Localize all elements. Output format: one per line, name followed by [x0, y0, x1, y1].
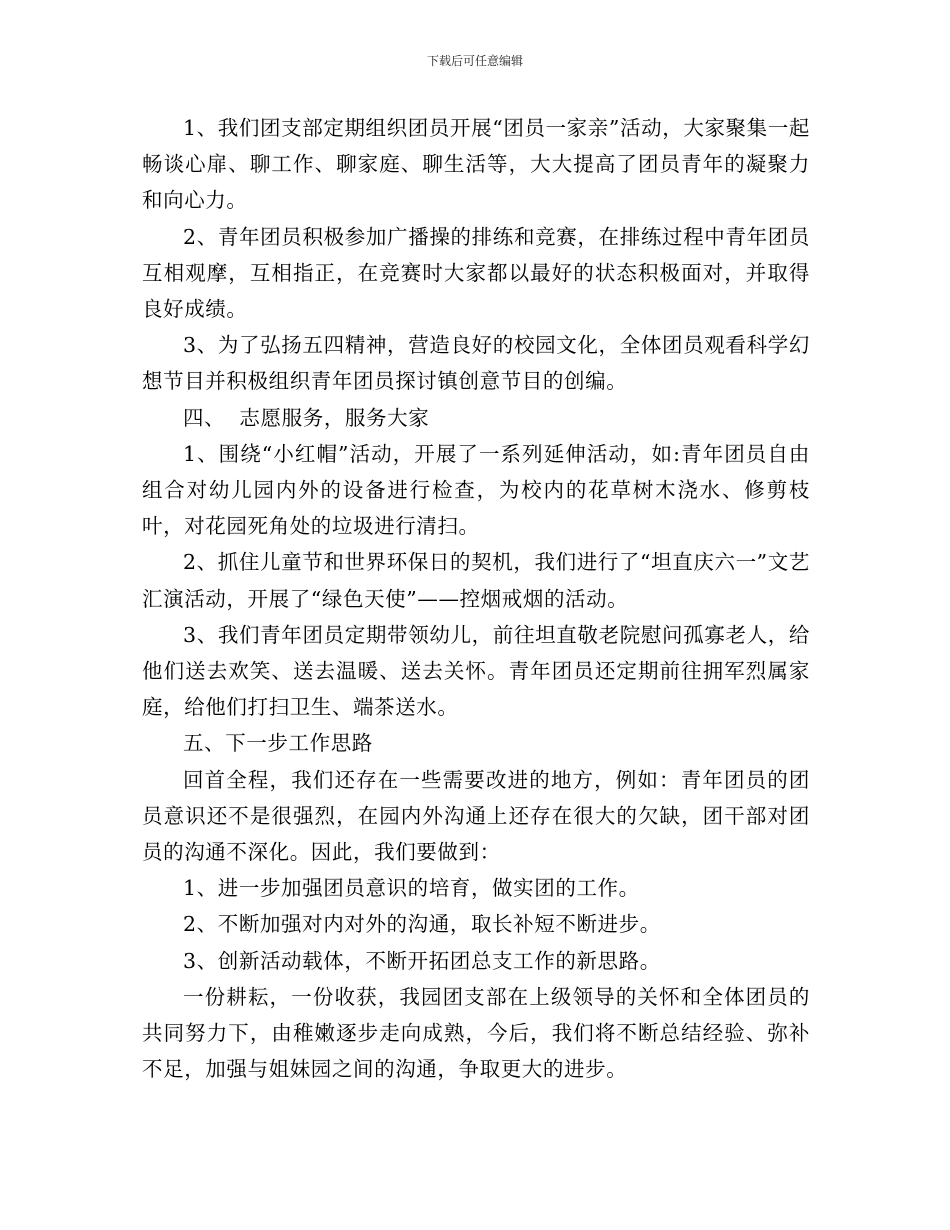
page-header-note: 下载后可任意编辑: [426, 54, 523, 68]
paragraph: 一份耕耘，一份收获，我园团支部在上级领导的关怀和全体团员的共同努力下，由稚嫩逐步走向成熟，今后，我们将不断总结经验、弥补不足，加强与姐妹园之间的沟通，争取更大的进步。: [142, 984, 810, 1082]
paragraph: 2、青年团员积极参加广播操的排练和竞赛，在排练过程中青年团员互相观摩，互相指正，在竞赛时大家都以最好的状态积极面对，并取得良好成绩。: [142, 224, 810, 322]
paragraph: 3、创新活动载体，不断开拓团总支工作的新思路。: [183, 948, 661, 973]
paragraph: 2、抓住儿童节和世界环保日的契机，我们进行了“坦直庆六一”文艺汇演活动，开展了“绿色天使”——控烟戒烟的活动。: [142, 550, 810, 611]
document-body: [142, 110, 810, 1087]
paragraph: 3、为了弘扬五四精神，营造良好的校园文化，全体团员观看科学幻想节目并积极组织青年团员探讨镇创意节目的创编。: [142, 333, 810, 394]
paragraph: 2、不断加强对内对外的沟通，取长补短不断进步。: [183, 912, 661, 937]
section-heading: 四、 志愿服务，服务大家: [183, 405, 430, 430]
section-heading: 五、下一步工作思路: [183, 731, 373, 756]
paragraph: 1、进一步加强团员意识的培育，做实团的工作。: [183, 876, 640, 901]
paragraph: 1、围绕“小红帽”活动，开展了一系列延伸活动，如:青年团员自由组合对幼儿园内外的设备进行检查，为校内的花草树木浇水、修剪枝叶，对花园死角处的垃圾进行清扫。: [142, 441, 810, 539]
paragraph: 1、我们团支部定期组织团员开展“团员一家亲”活动，大家聚集一起畅谈心扉、聊工作、聊家庭、聊生活等，大大提高了团员青年的凝聚力和向心力。: [142, 116, 810, 213]
paragraph: 3、我们青年团员定期带领幼儿，前往坦直敬老院慰问孤寡老人，给他们送去欢笑、送去温暖、送去关怀。青年团员还定期前往拥军烈属家庭，给他们打扫卫生、端茶送水。: [142, 622, 810, 720]
paragraph: 回首全程，我们还存在一些需要改进的地方，例如：青年团员的团员意识还不是很强烈，在园内外沟通上还存在很大的欠缺，团干部对团员的沟通不深化。因此，我们要做到：: [142, 767, 810, 865]
